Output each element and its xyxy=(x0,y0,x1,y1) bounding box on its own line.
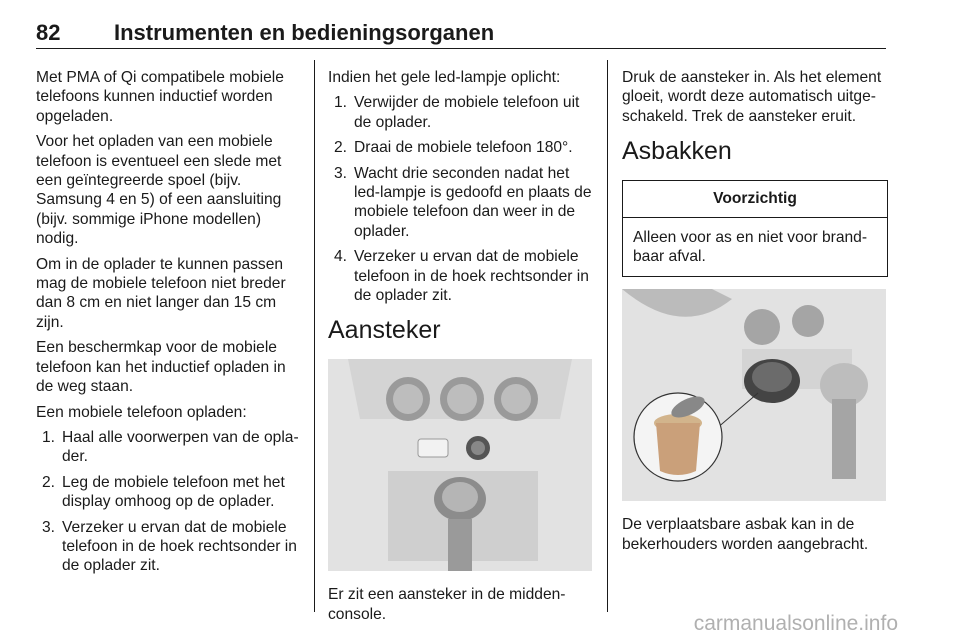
led-steps-list xyxy=(328,93,594,305)
ashtray-illustration xyxy=(622,289,886,501)
paragraph: Een beschermkap voor de mobiele telefoon kan het inductief opladen in de weg staan. xyxy=(36,339,286,396)
list-item: 1. Verwijder de mobiele telefoon uit de oplader. xyxy=(334,94,580,131)
list-item: 3. Wacht drie seconden nadat het led-lampje is gedoofd en plaats de mobiele telefoon dan weer in de oplader. xyxy=(334,164,592,240)
section-heading: Asbakken xyxy=(622,137,732,166)
list-item: 2. Draai de mobiele telefoon 180°. xyxy=(334,139,573,157)
paragraph: Met PMA of Qi compatibele mobiele telefoons kunnen inductief worden opgeladen. xyxy=(36,69,284,125)
caption: De verplaatsbare asbak kan in de bekerhouders worden aangebracht. xyxy=(622,516,869,553)
cigarette-lighter-illustration xyxy=(328,359,592,571)
list-item: 4. Verzeker u ervan dat de mobiele telefoon in de hoek rechtsonder in de oplader zit. xyxy=(334,248,589,305)
warning-title: Voorzichtig xyxy=(623,181,887,217)
list-item: 3. Verzeker u ervan dat de mobiele telefoon in de hoek rechtsonder in de oplader zit. xyxy=(42,518,297,575)
charging-steps-list xyxy=(36,428,302,576)
column-1 xyxy=(36,68,302,582)
page-title: Instrumenten en bedieningsorganen xyxy=(114,20,495,45)
page-number: 82 xyxy=(36,20,61,45)
column-3 xyxy=(622,68,888,560)
paragraph: Een mobiele telefoon opladen: xyxy=(36,403,247,421)
paragraph: Om in de oplader te kunnen passen mag de mobiele telefoon niet breder dan 8 cm en niet langer dan 15 cm zijn. xyxy=(36,255,286,331)
list-item: 1. Haal alle voorwerpen van de opla-der. xyxy=(42,428,299,466)
warning-box xyxy=(622,180,888,277)
watermark: carmanualsonline.info xyxy=(693,612,898,635)
page-header xyxy=(36,18,886,49)
column-divider xyxy=(607,60,608,612)
caption: Er zit een aansteker in de midden-console. xyxy=(328,586,566,623)
column-2 xyxy=(328,68,594,630)
paragraph: Indien het gele led-lampje oplicht: xyxy=(328,69,561,86)
section-heading: Aansteker xyxy=(328,316,441,345)
warning-text: Alleen voor as en niet voor brand-baar afval. xyxy=(633,228,868,266)
column-divider xyxy=(314,60,315,612)
paragraph: Druk de aansteker in. Als het element gloeit, wordt deze automatisch uitge-schakeld. Trek de aansteker eruit. xyxy=(622,69,882,125)
paragraph: Voor het opladen van een mobiele telefoon is eventueel een slede met een geïntegreerde spoel (bijv. Samsung 4 en 5) of een aansluiting (bijv. sommige iPhone modellen) nodig. xyxy=(36,133,282,248)
list-item: 2. Leg de mobiele telefoon met het display omhoog op de oplader. xyxy=(42,473,285,511)
